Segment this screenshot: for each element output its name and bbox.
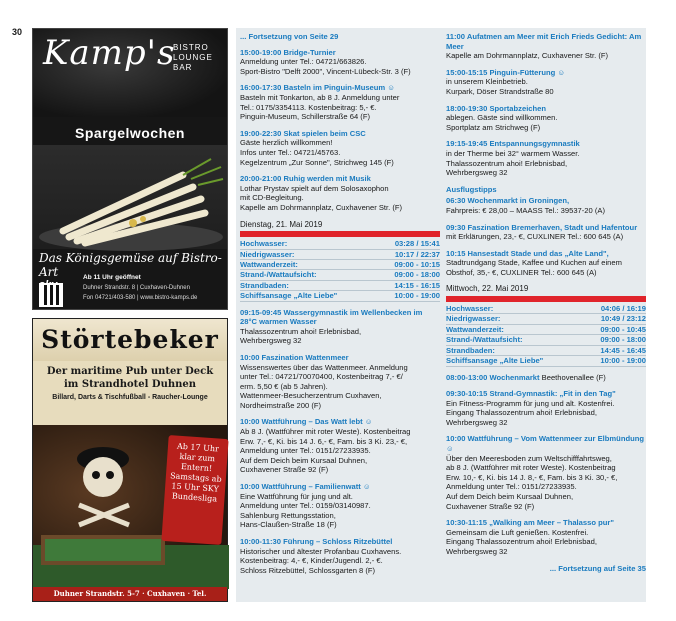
event-item <box>240 48 440 77</box>
kamps-tagline: Das Königsgemüse auf Bistro-Art <box>39 251 222 279</box>
event-detail: Lothar Prystav spielt auf dem Solosaxophon <box>240 183 389 193</box>
day-divider <box>240 231 440 237</box>
event-detail: Wattenmeer-Besucherzentrum Cuxhaven, <box>240 391 382 401</box>
event-title: 09:15-09:45 Wassergymnastik im Wellenbecken im 28°C warmen Wasser <box>240 307 423 327</box>
events-wednesday <box>446 373 646 557</box>
tide-value: 09:00 - 18:00 <box>582 335 646 345</box>
event-detail: Über den Meeresboden zum Weltschifffahrtsweg, <box>446 453 612 463</box>
event-detail: Tel.: 0175/3354113. Kostenbeitrag: 5,- €. <box>240 102 377 112</box>
event-detail: ab 8 J. (Wattführer mit roter Weste). Kostenbeitrag <box>446 463 616 473</box>
tide-row <box>446 345 646 355</box>
event-detail: Auf dem Deich beim Kursaal Duhnen, <box>446 492 574 502</box>
tide-value: 04:06 / 16:19 <box>582 304 646 314</box>
tide-label: Hochwasser: <box>446 304 582 314</box>
tide-label: Strand-/Wattaufsicht: <box>240 270 376 280</box>
event-item <box>446 518 646 556</box>
kamps-address: Duhner Strandstr. 8 | Cuxhaven-Duhnen <box>83 285 190 291</box>
tide-label: Niedrigwasser: <box>446 314 582 324</box>
event-item <box>446 373 646 383</box>
event-item <box>446 196 646 215</box>
event-detail: Anmeldung unter Tel.: 0151/27233935. <box>240 446 371 456</box>
event-detail: in unserem Kleinbetrieb. <box>446 77 528 87</box>
event-item <box>240 83 440 121</box>
tide-row <box>240 249 440 259</box>
event-detail: Hans-Claußen-Straße 18 (F) <box>240 520 337 530</box>
event-detail: mit CD-Begleitung. <box>240 193 304 203</box>
event-detail: Eingang Thalassozentrum ahoi! Erlebnisbad, <box>446 408 597 418</box>
tide-row <box>446 304 646 314</box>
continued-on: ... Fortsetzung auf Seite 35 <box>549 563 646 573</box>
event-detail: Fahrpreis: € 28,00 – MAASS Tel.: 39537-20 (A) <box>446 205 605 215</box>
event-title: 10:00-11:30 Führung – Schloss Ritzebüttel <box>240 537 393 546</box>
event-detail: Kurpark, Döser Strandstraße 80 <box>446 86 554 96</box>
tide-row <box>240 280 440 290</box>
tide-label: Strand-/Wattaufsicht: <box>446 335 582 345</box>
event-detail: Gemeinsam die Luft genießen. Kostenfrei. <box>446 527 589 537</box>
event-detail: Thalassozentrum ahoi! Erlebnisbad, <box>446 158 568 168</box>
tide-row <box>240 270 440 280</box>
tide-row <box>446 324 646 334</box>
event-item <box>446 249 646 278</box>
event-program <box>236 28 646 602</box>
event-detail: Historischer und ältester Profanbau Cuxhavens. <box>240 546 402 556</box>
day-heading: Mittwoch, 22. Mai 2019 <box>446 284 529 294</box>
event-item <box>446 434 646 511</box>
kamps-advertisement <box>32 28 228 310</box>
kamps-logo: Kamp's <box>43 33 176 73</box>
tide-row <box>240 259 440 269</box>
tide-value: 09:00 - 10:45 <box>582 324 646 334</box>
tide-row <box>240 291 440 301</box>
event-detail: Schloss Ritzebüttel, Schlossgarten 8 (F) <box>240 565 376 575</box>
stoertebeker-footer: Duhner Strandstr. 5-7 · Cuxhaven · Tel. 04721/403512 <box>33 587 227 601</box>
event-item <box>446 32 646 61</box>
event-detail: mit Erklärungen, 23,- €, CUXLINER Tel.: 600 645 (A) <box>446 232 624 242</box>
events-tuesday-continued <box>446 32 646 178</box>
event-title: 10:00 Wattführung – Das Watt lebt ☺ <box>240 417 373 427</box>
tide-label: Strandbaden: <box>446 345 582 355</box>
event-detail: Eine Wattführung für jung und alt. <box>240 491 353 501</box>
tide-label: Niedrigwasser: <box>240 249 376 259</box>
day-block-tuesday <box>240 220 440 302</box>
event-detail: Erw. 10,- €, Ki. bis 14 J. 8,- €, Fam. bis 3 Ki. 30,- €, <box>446 472 618 482</box>
event-title: 06:30 Wochenmarkt in Groningen, <box>446 196 570 206</box>
tide-table <box>240 239 440 301</box>
event-item <box>240 417 440 475</box>
event-title: 20:00-21:00 Ruhig werden mit Musik <box>240 174 371 184</box>
stoertebeker-badge: Ab 17 Uhr klar zum Entern! Samstags ab 15 Uhr SKY Bundesliga <box>161 435 228 545</box>
event-detail: Kapelle am Dohrmannplatz, Cuxhavener Str. (F) <box>446 51 609 61</box>
event-detail: Anmeldung unter Tel.: 04721/663826. <box>240 57 367 67</box>
event-detail: Wehrbergsweg 32 <box>446 168 508 178</box>
page-number: 30 <box>12 27 23 37</box>
event-detail: Anmeldung unter Tel.: 0151/27233935. <box>446 482 577 492</box>
event-detail: Gäste herzlich willkommen! <box>240 138 333 148</box>
tide-table <box>446 304 646 366</box>
event-detail: Eingang Thalassozentrum ahoi! Erlebnisbad, <box>446 537 597 547</box>
event-title: 09:30-10:15 Strand-Gymnastik: „Fit in den Tag" <box>446 389 616 399</box>
program-column-left <box>240 32 440 582</box>
stoertebeker-title: Störtebeker <box>33 319 227 361</box>
event-detail: Nordheimstraße 200 (F) <box>240 400 322 410</box>
tide-label: Schiffsansage „Alte Liebe" <box>240 291 376 301</box>
qr-code-icon <box>39 283 63 307</box>
kamps-headline: Spargelwochen <box>75 125 185 141</box>
event-title: 10:15 Hansestadt Stade und das „Alte Land", <box>446 248 609 258</box>
event-detail: Wissenswertes über das Wattenmeer. Anmeldung <box>240 362 408 372</box>
event-detail: Anmeldung unter Tel.: 0159/03140987. <box>240 501 371 511</box>
event-title: 10:00 Wattführung – Familienwatt ☺ <box>240 482 371 492</box>
tide-value: 10:17 / 22:37 <box>376 249 440 259</box>
tide-value: 10:00 - 19:00 <box>582 356 646 366</box>
event-detail: Sportplatz am Strichweg (F) <box>446 122 541 132</box>
event-detail: Auf dem Deich beim Kursaal Duhnen, <box>240 455 368 465</box>
events-monday <box>240 48 440 213</box>
event-detail: Sahlenburg Rettungsstation, <box>240 510 336 520</box>
event-detail: erm. 5,50 € (ab 5 Jahren). <box>240 381 328 391</box>
event-detail: Infos unter Tel.: 04721/45763. <box>240 147 341 157</box>
event-item <box>446 389 646 427</box>
stoertebeker-subtitle: Der maritime Pub unter Deck im Strandhotel Duhnen Billard, Darts & Tischfußball - Raucher-Lounge <box>33 361 227 425</box>
event-title: 08:00-13:00 Wochenmarkt Beethovenallee (F) <box>446 372 606 382</box>
tide-value: 10:00 - 19:00 <box>376 291 440 301</box>
event-title: 10:30-11:15 „Walking am Meer – Thalasso pur" <box>446 518 614 528</box>
program-column-right <box>446 32 646 579</box>
kamps-subtitle: BISTRO LOUNGE BAR <box>173 43 213 72</box>
day-divider <box>446 296 646 302</box>
asparagus-illustration <box>33 145 229 249</box>
continued-from: ... Fortsetzung von Seite 29 <box>240 32 339 41</box>
event-item <box>446 223 646 242</box>
event-detail: Basteln mit Tonkarton, ab 8 J. Anmeldung unter <box>240 92 400 102</box>
event-detail: Wehrbergsweg 32 <box>446 547 508 556</box>
event-detail: Cuxhavener Straße 92 (F) <box>240 465 329 475</box>
event-item <box>446 104 646 133</box>
event-detail: Pinguin-Museum, Schillerstraße 64 (F) <box>240 112 370 122</box>
event-item <box>240 537 440 575</box>
event-detail: Ein Fitness-Programm für jung und alt. Kostenfrei. <box>446 398 615 408</box>
event-item <box>240 482 440 530</box>
event-item <box>240 129 440 167</box>
tide-value: 09:00 - 18:00 <box>376 270 440 280</box>
event-detail: in der Therme bei 32° warmem Wasser. <box>446 148 580 158</box>
event-item <box>240 308 440 346</box>
tide-value: 03:28 / 15:41 <box>376 239 440 249</box>
event-title: 15:00-15:15 Pinguin-Fütterung ☺ <box>446 67 566 77</box>
event-detail: Stadtrundgang Stade, Kaffee und Kuchen auf einem <box>446 258 622 268</box>
event-detail: unter Tel.: 04721/70070400, Kostenbeitrag 7,- €/ <box>240 372 403 382</box>
event-detail: Thalassozentrum ahoi! Erlebnisbad, <box>240 326 362 336</box>
event-detail: ablegen. Gäste sind willkommen. <box>446 113 558 123</box>
tide-label: Wattwanderzeit: <box>240 259 376 269</box>
stoertebeker-advertisement <box>32 318 228 612</box>
event-detail: Erw. 7,- €, Ki. bis 14 J. 6,- €, Fam. bis 3 Ki. 23,- €, <box>240 436 408 446</box>
event-title: 09:30 Faszination Bremerhaven, Stadt und Hafentour <box>446 222 638 232</box>
kamps-opening: Ab 11 Uhr geöffnet <box>83 274 141 281</box>
events-tuesday <box>240 308 440 576</box>
event-detail: Kapelle am Dohrmannplatz, Cuxhavener Str. (F) <box>240 202 403 212</box>
event-item <box>240 174 440 212</box>
event-detail: Wehrbergsweg 32 <box>240 336 302 346</box>
tide-value: 14:15 - 16:15 <box>376 280 440 290</box>
event-item <box>446 139 646 177</box>
tide-value: 14:45 - 16:45 <box>582 345 646 355</box>
day-heading: Dienstag, 21. Mai 2019 <box>240 219 323 229</box>
asparagus-photo <box>33 145 227 249</box>
event-title: 15:00-19:00 Bridge-Turnier <box>240 47 336 57</box>
tide-value: 10:49 / 23:12 <box>582 314 646 324</box>
section-heading: Ausflugstipps <box>446 184 497 194</box>
tide-row <box>446 314 646 324</box>
tide-row <box>446 335 646 345</box>
event-detail: Ab 8 J. (Wattführer mit roter Weste). Kostenbeitrag <box>240 427 411 437</box>
tide-row <box>446 356 646 366</box>
event-item <box>446 68 646 97</box>
tide-label: Schiffsansage „Alte Liebe" <box>446 356 582 366</box>
event-title: 19:00-22:30 Skat spielen beim CSC <box>240 128 366 138</box>
day-block-wednesday <box>446 284 646 366</box>
event-detail: Kostenbeitrag: 4,- €, Kinder/Jugendl. 2,- €. <box>240 556 383 566</box>
event-detail: Obsthof, 35,- €, CUXLINER Tel.: 600 645 (A) <box>446 267 597 277</box>
event-title: 16:00-17:30 Basteln im Pinguin-Museum ☺ <box>240 83 396 93</box>
event-detail: Cuxhavener Straße 92 (F) <box>446 501 535 511</box>
excursion-list <box>446 196 646 277</box>
tide-value: 09:00 - 10:15 <box>376 259 440 269</box>
kamps-info <box>83 273 221 303</box>
event-title: 10:00 Faszination Wattenmeer <box>240 352 349 362</box>
event-title: 10:00 Wattführung – Vom Wattenmeer zur Elbmündung ☺ <box>446 434 645 454</box>
tide-row <box>240 239 440 249</box>
event-title: 18:00-19:30 Sportabzeichen <box>446 103 547 113</box>
tide-label: Strandbaden: <box>240 280 376 290</box>
event-title: 11:00 Aufatmen am Meer mit Erich Frieds Gedicht: Am Meer <box>446 32 642 51</box>
tide-label: Hochwasser: <box>240 239 376 249</box>
tide-label: Wattwanderzeit: <box>446 324 582 334</box>
event-detail: Kegelzentrum „Zur Sonne", Strichweg 145 (F) <box>240 157 394 167</box>
event-detail: Sport-Bistro "Delft 2000", Vincent-Lübeck-Str. 3 (F) <box>240 66 411 76</box>
kamps-contact: Fon 04721/403-580 | www.bistro-kamps.de <box>83 295 198 301</box>
event-title: 19:15-19:45 Entspannungsgymnastik <box>446 139 580 149</box>
event-item <box>240 353 440 411</box>
event-detail: Wehrbergsweg 32 <box>446 417 508 427</box>
